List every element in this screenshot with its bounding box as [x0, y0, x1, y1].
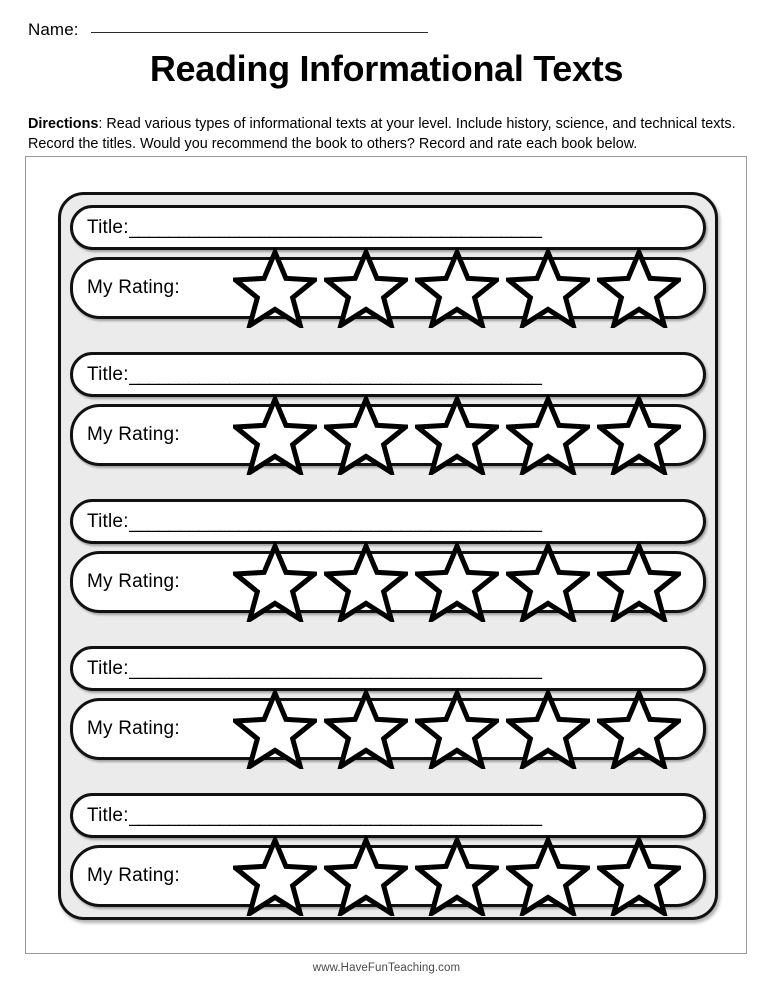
name-field-row	[28, 20, 428, 40]
title-label: Title:	[87, 804, 129, 826]
footer-url: www.HaveFunTeaching.com	[312, 962, 461, 974]
star-rating-group[interactable]	[233, 836, 681, 916]
directions-paragraph	[28, 114, 744, 155]
rating-label: My Rating:	[87, 865, 180, 886]
title-label: Title:	[87, 363, 129, 385]
star-rating-group[interactable]	[233, 395, 681, 475]
star-icon[interactable]	[506, 395, 590, 475]
star-rating-group[interactable]	[233, 542, 681, 622]
rating-row[interactable]	[70, 404, 706, 466]
star-icon[interactable]	[597, 689, 681, 769]
entry-pair	[70, 793, 706, 907]
rating-row[interactable]	[70, 551, 706, 613]
star-icon[interactable]	[233, 689, 317, 769]
title-write-line[interactable]: _________________________________________	[128, 217, 542, 239]
star-icon[interactable]	[415, 689, 499, 769]
title-row[interactable]	[70, 205, 706, 250]
page-title: Reading Informational Texts	[149, 48, 624, 89]
star-icon[interactable]	[324, 542, 408, 622]
star-icon[interactable]	[233, 836, 317, 916]
rating-label: My Rating:	[87, 424, 180, 445]
star-icon[interactable]	[597, 395, 681, 475]
rating-label: My Rating:	[87, 277, 180, 298]
rating-row[interactable]	[70, 257, 706, 319]
entry-pair	[70, 352, 706, 466]
directions-separator: :	[98, 116, 107, 132]
star-icon[interactable]	[324, 689, 408, 769]
rating-row[interactable]	[70, 845, 706, 907]
star-icon[interactable]	[506, 836, 590, 916]
directions-label: Directions	[28, 116, 99, 132]
title-write-line[interactable]: _________________________________________	[128, 658, 542, 680]
star-icon[interactable]	[233, 542, 317, 622]
title-write-line[interactable]: _________________________________________	[128, 511, 542, 533]
rating-label: My Rating:	[87, 571, 180, 592]
rating-row[interactable]	[70, 698, 706, 760]
star-icon[interactable]	[324, 248, 408, 328]
title-write-line[interactable]: _________________________________________	[128, 805, 542, 827]
rating-label: My Rating:	[87, 718, 180, 739]
entry-pair	[70, 499, 706, 613]
entries-panel	[58, 192, 718, 920]
star-icon[interactable]	[597, 542, 681, 622]
name-label: Name:	[28, 20, 79, 39]
star-icon[interactable]	[324, 836, 408, 916]
title-label: Title:	[87, 657, 129, 679]
star-icon[interactable]	[506, 248, 590, 328]
star-icon[interactable]	[233, 395, 317, 475]
name-write-line[interactable]	[91, 31, 428, 33]
star-icon[interactable]	[324, 395, 408, 475]
entry-pair	[70, 205, 706, 319]
star-icon[interactable]	[415, 836, 499, 916]
star-icon[interactable]	[506, 689, 590, 769]
entry-pair	[70, 646, 706, 760]
star-icon[interactable]	[415, 395, 499, 475]
title-row[interactable]	[70, 793, 706, 838]
title-label: Title:	[87, 216, 129, 238]
title-row[interactable]	[70, 646, 706, 691]
star-icon[interactable]	[597, 836, 681, 916]
star-icon[interactable]	[506, 542, 590, 622]
entry-rows	[70, 205, 706, 907]
title-write-line[interactable]: _________________________________________	[128, 364, 542, 386]
star-icon[interactable]	[415, 542, 499, 622]
star-icon[interactable]	[597, 248, 681, 328]
star-rating-group[interactable]	[233, 248, 681, 328]
title-row[interactable]	[70, 499, 706, 544]
directions-body: Read various types of informational texts at your level. Include history, science, and technical texts. Record the titles. Would you recommend the book to others? Record and rate each book below.	[28, 116, 736, 153]
title-row[interactable]	[70, 352, 706, 397]
star-icon[interactable]	[415, 248, 499, 328]
title-label: Title:	[87, 510, 129, 532]
star-icon[interactable]	[233, 248, 317, 328]
star-rating-group[interactable]	[233, 689, 681, 769]
